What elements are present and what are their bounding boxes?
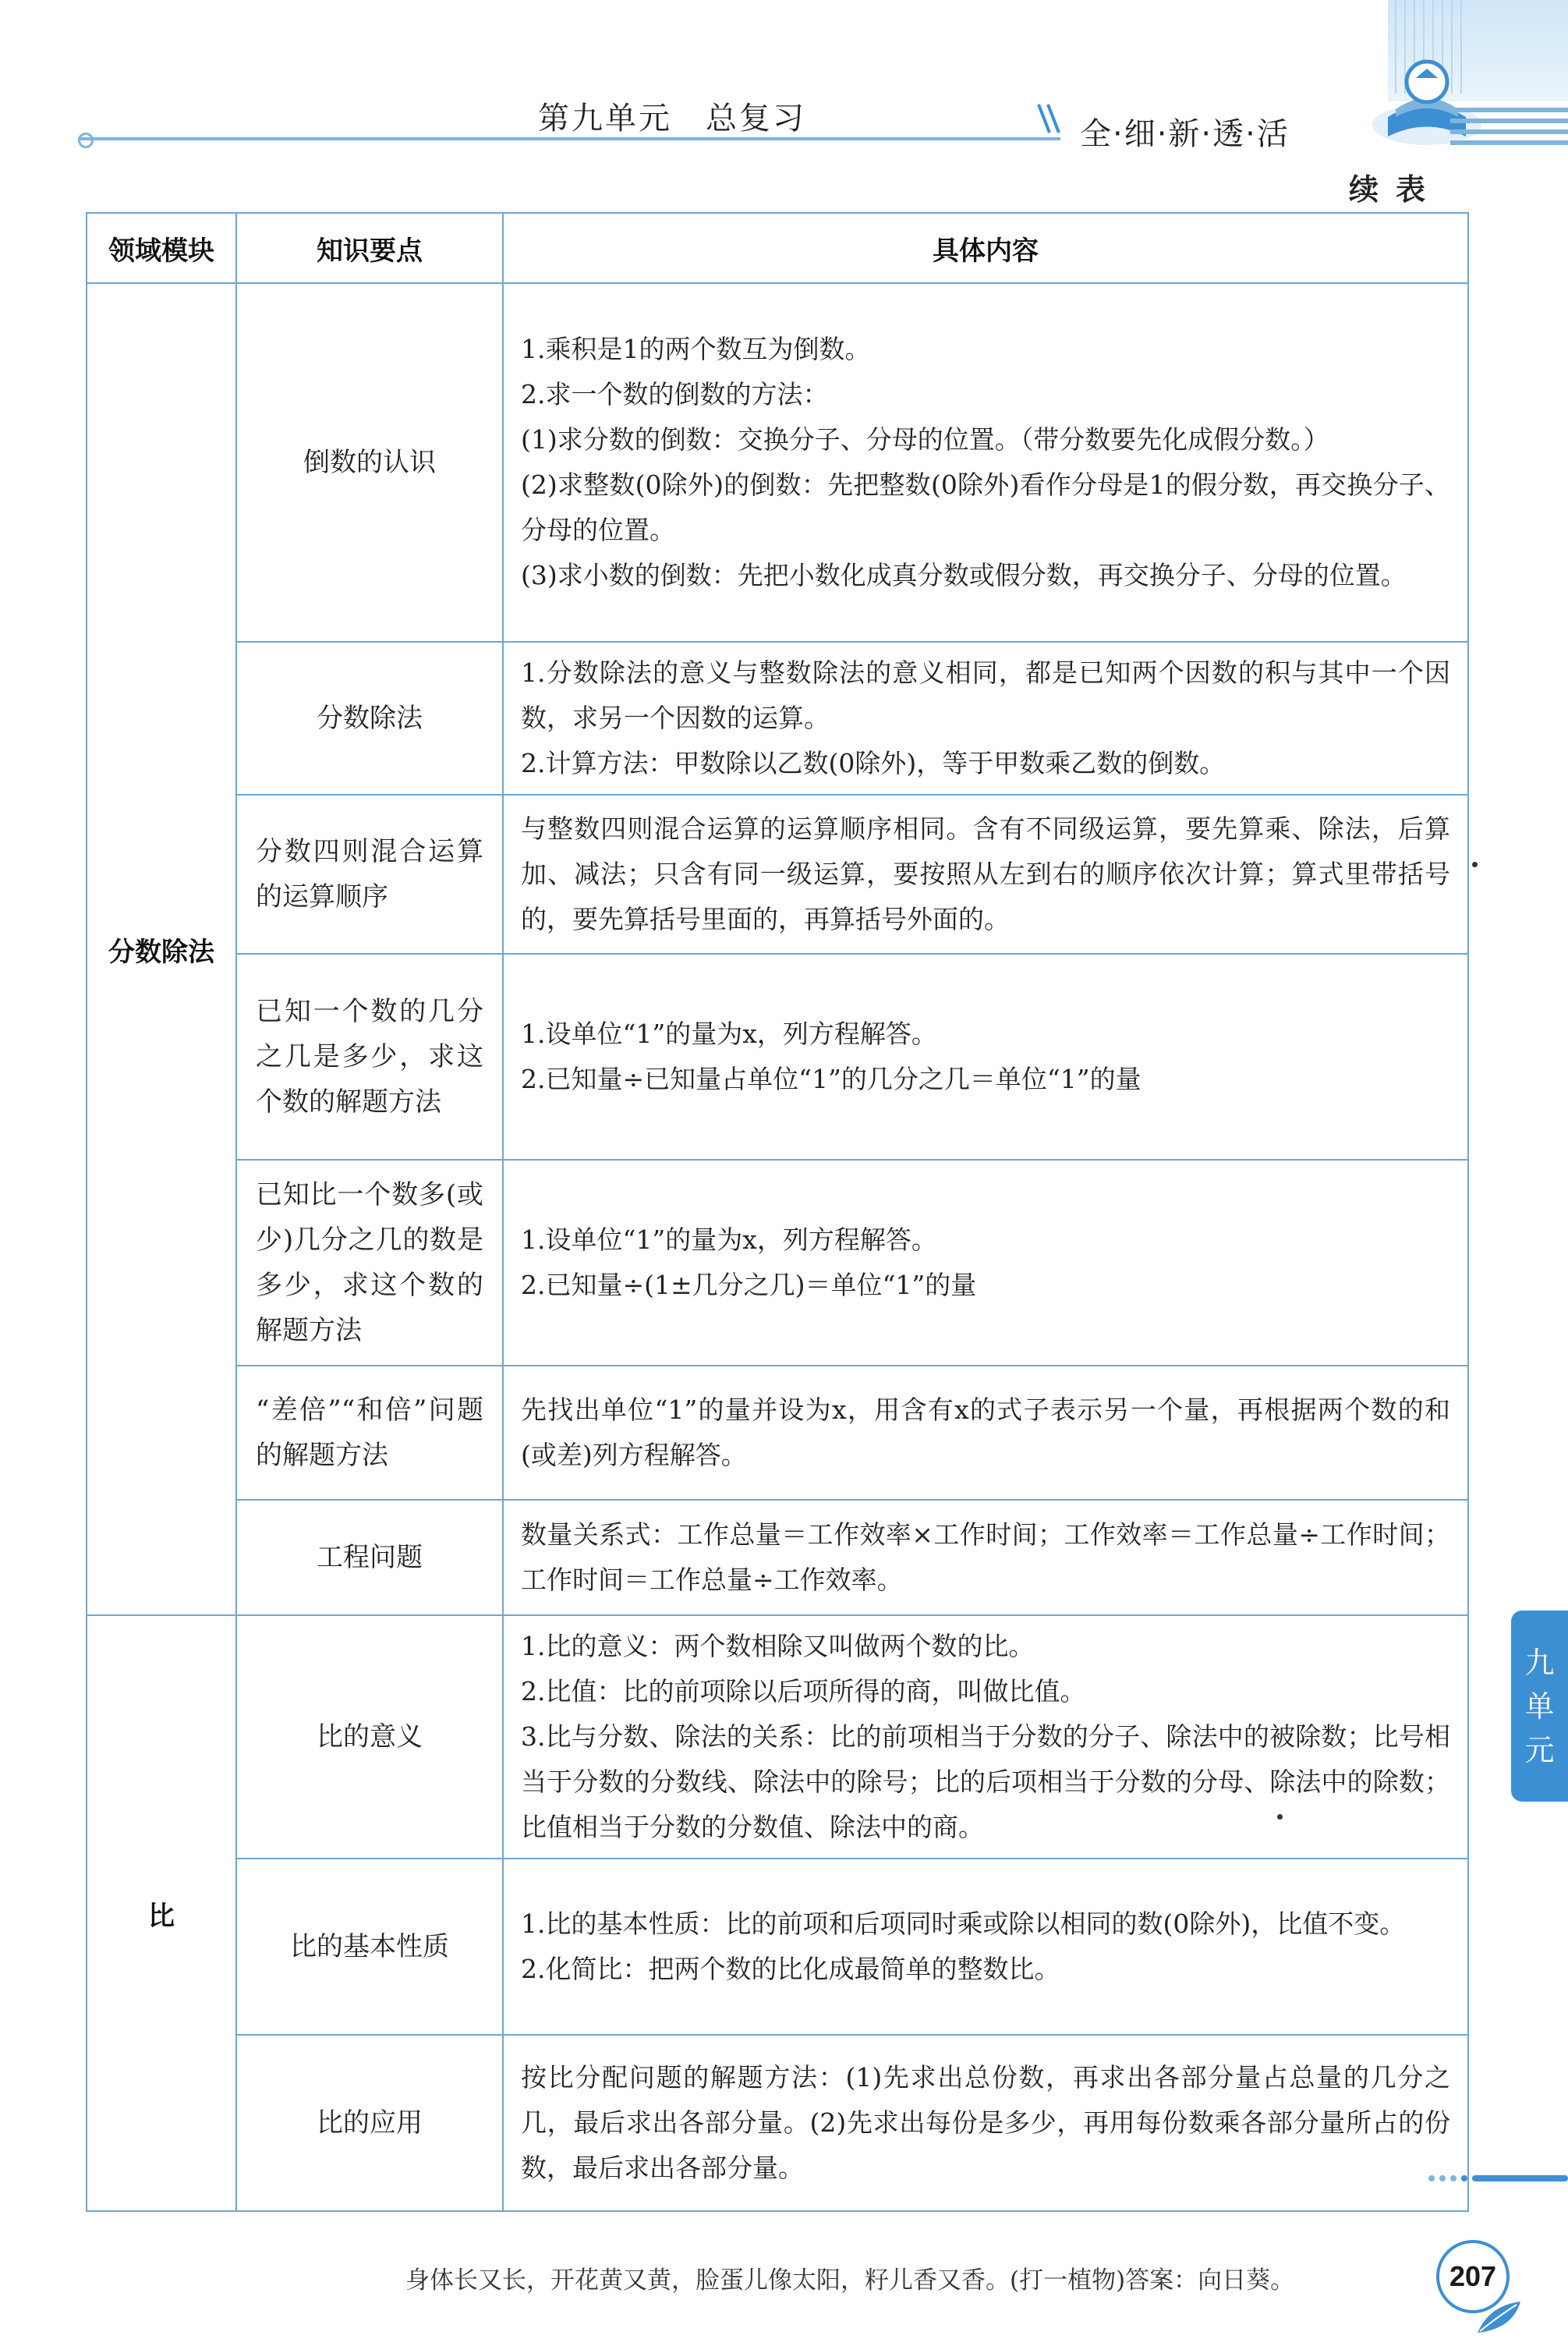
content-line: 1.比的意义：两个数相除又叫做两个数的比。 <box>521 1631 1035 1661</box>
content-line: 3.比与分数、除法的关系：比的前项相当于分数的分子、除法中的被除数；比号相当于分数的分数线、除法中的除号；比的后项相当于分数的分母、除法中的除数；比值相当于分数的分数值、除法中的商。 <box>521 1721 1450 1842</box>
content-line: 2.已知量÷已知量占单位“1”的几分之几＝单位“1”的量 <box>521 1064 1141 1094</box>
content-cell <box>503 1500 1468 1615</box>
content-line: 1.比的基本性质：比的前项和后项同时乘或除以相同的数(0除外)，比值不变。 <box>521 1908 1406 1939</box>
unit-side-tab <box>1511 1611 1568 1802</box>
print-dot <box>1472 862 1478 867</box>
table-row <box>87 795 1468 954</box>
point-cell: 比的基本性质 <box>236 1859 503 2035</box>
leaf-icon <box>1474 2298 1528 2337</box>
table-row <box>87 1615 1468 1859</box>
content-line: 先找出单位“1”的量并设为x，用含有x的式子表示另一个量，再根据两个数的和(或差)列方程解答。 <box>521 1395 1450 1470</box>
content-line: 2.已知量÷(1±几分之几)＝单位“1”的量 <box>521 1270 977 1300</box>
header-content: 具体内容 <box>503 213 1468 283</box>
header-point: 知识要点 <box>236 213 503 283</box>
content-line: 2.化简比：把两个数的比化成最简单的整数比。 <box>521 1954 1060 1984</box>
content-cell <box>503 1160 1468 1366</box>
content-line: 1.设单位“1”的量为x，列方程解答。 <box>521 1224 937 1255</box>
content-cell <box>503 283 1468 642</box>
content-line: 2.计算方法：甲数除以乙数(0除外)，等于甲数乘乙数的倒数。 <box>521 748 1226 778</box>
content-line: (1)求分数的倒数：交换分子、分母的位置。（带分数要先化成假分数。） <box>521 424 1329 455</box>
content-cell <box>503 795 1468 954</box>
knowledge-table-container <box>86 212 1469 2212</box>
side-tab-char: 元 <box>1524 1732 1555 1767</box>
content-cell <box>503 1366 1468 1500</box>
point-cell: 已知一个数的几分之几是多少，求这个数的解题方法 <box>236 954 503 1160</box>
table-header-row <box>87 213 1468 283</box>
point-cell: 已知比一个数多(或少)几分之几的数是多少，求这个数的解题方法 <box>236 1160 503 1366</box>
content-cell <box>503 1859 1468 2035</box>
point-cell: 倒数的认识 <box>236 283 503 642</box>
domain-cell: 比 <box>87 1615 236 2211</box>
double-slash-icon <box>1035 103 1067 134</box>
side-tab-char: 九 <box>1524 1645 1555 1680</box>
table-row <box>87 1366 1468 1500</box>
table-row <box>87 1160 1468 1366</box>
point-cell: 工程问题 <box>236 1500 503 1615</box>
page-number: 207 <box>1449 2260 1497 2292</box>
side-tab-char: 单 <box>1524 1689 1555 1724</box>
knowledge-table <box>86 212 1469 2212</box>
content-cell <box>503 642 1468 795</box>
content-cell <box>503 954 1468 1160</box>
table-row <box>87 954 1468 1160</box>
content-cell <box>503 2035 1468 2211</box>
table-row <box>87 2035 1468 2211</box>
footer-riddle: 身体长又长，开花黄又黄，脸蛋儿像太阳，籽儿香又香。(打一植物)答案：向日葵。 <box>405 2266 1295 2295</box>
point-cell: 比的意义 <box>236 1615 503 1859</box>
point-cell: “差倍”“和倍”问题的解题方法 <box>236 1366 503 1500</box>
header-domain: 领域模块 <box>87 213 236 283</box>
content-line: (2)求整数(0除外)的倒数：先把整数(0除外)看作分母是1的假分数，再交换分子、分母的位置。 <box>521 470 1450 545</box>
continued-label: 续表 <box>1349 172 1443 207</box>
content-line: 1.分数除法的意义与整数除法的意义相同，都是已知两个因数的积与其中一个因数，求另一个因数的运算。 <box>521 657 1450 733</box>
table-row <box>87 1859 1468 2035</box>
point-cell: 比的应用 <box>236 2035 503 2211</box>
table-row <box>87 1500 1468 1615</box>
point-cell: 分数除法 <box>236 642 503 795</box>
footer-dots-decoration <box>1427 2174 1568 2183</box>
content-line: 2.求一个数的倒数的方法： <box>521 379 829 409</box>
content-line: 与整数四则混合运算的运算顺序相同。含有不同级运算，要先算乘、除法，后算加、减法；只含有同一级运算，要按照从左到右的顺序依次计算；算式里带括号的，要先算括号里面的，再算括号外面的。 <box>521 813 1450 934</box>
content-line: 按比分配问题的解题方法：(1)先求出总份数，再求出各部分量占总量的几分之几，最后求出各部分量。(2)先求出每份是多少，再用每份数乘各部分量所占的份数，最后求出各部分量。 <box>521 2062 1450 2183</box>
table-row <box>87 642 1468 795</box>
content-line: (3)求小数的倒数：先把小数化成真分数或假分数，再交换分子、分母的位置。 <box>521 560 1407 590</box>
content-line: 1.设单位“1”的量为x，列方程解答。 <box>521 1019 937 1049</box>
slogan: 全·细·新·透·活 <box>1080 116 1290 152</box>
header-line-endpoint <box>78 133 94 148</box>
content-line: 1.乘积是1的两个数互为倒数。 <box>521 334 871 364</box>
content-cell <box>503 1615 1468 1859</box>
content-line: 数量关系式：工作总量＝工作效率×工作时间；工作效率＝工作总量÷工作时间；工作时间＝工作总量÷工作效率。 <box>521 1519 1450 1595</box>
chapter-title: 第九单元 总复习 <box>538 101 806 136</box>
domain-cell: 分数除法 <box>87 283 236 1615</box>
content-line: 2.比值：比的前项除以后项所得的商，叫做比值。 <box>521 1676 1086 1706</box>
header-stripes-decoration <box>1450 100 1568 147</box>
table-row <box>87 283 1468 642</box>
print-dot <box>1277 1814 1283 1820</box>
point-cell: 分数四则混合运算的运算顺序 <box>236 795 503 954</box>
